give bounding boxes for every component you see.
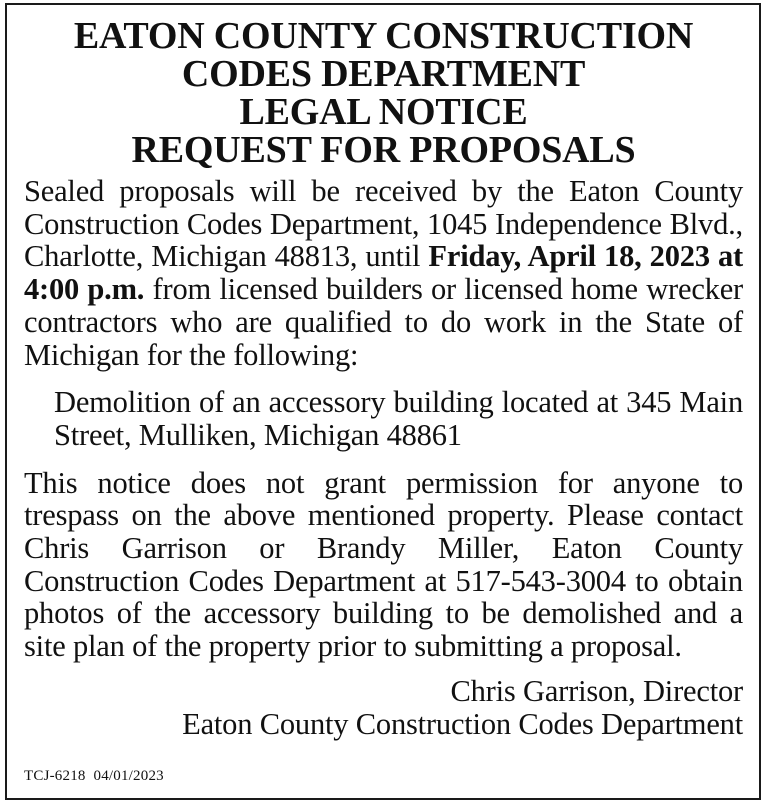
proposal-paragraph [24,175,743,371]
heading-line-1: EATON COUNTY CONSTRUCTION [73,15,694,57]
project-description: Demolition of an accessory building located at 345 Main Street, Mulliken, Michigan 48861 [54,385,743,452]
trespass-contact-paragraph: This notice does not grant permission for anyone to trespass on the above mentioned property. Please contact Chris Garrison or Brandy Miller, Eaton County Construction Codes Department at 517-543-3004 to obtain photos of the accessory building to be demolished and a site plan of the property prior to submitting a proposal. [24,465,743,664]
heading-line-2: CODES DEPARTMENT [181,53,586,95]
heading-line-4: REQUEST FOR PROPOSALS [131,129,636,171]
reference-date: 04/01/2023 [93,768,164,784]
reference-code: TCJ-6218 [24,768,86,784]
signature-department: Eaton County Construction Codes Department [182,706,743,741]
legal-notice [5,3,761,800]
heading-line-3: LEGAL NOTICE [239,91,528,133]
proposal-deadline: Friday, April 18, 2023 at 4:00 p.m. [24,239,743,307]
project-description-block [24,386,743,451]
signature-name-title: Chris Garrison, Director [450,673,743,708]
proposal-eligibility-text: from licensed builders or licensed home wrecker contractors who are qualified to do work in the State of Michigan for the following: [24,272,743,372]
proposal-intro-text: Sealed proposals will be received by the Eaton County Construction Codes Department, 1045 Independence Blvd., Charlotte, Michigan 48813, until [24,174,743,274]
reference-line [24,768,164,784]
notice-heading [24,17,743,169]
signature-block [24,675,743,741]
